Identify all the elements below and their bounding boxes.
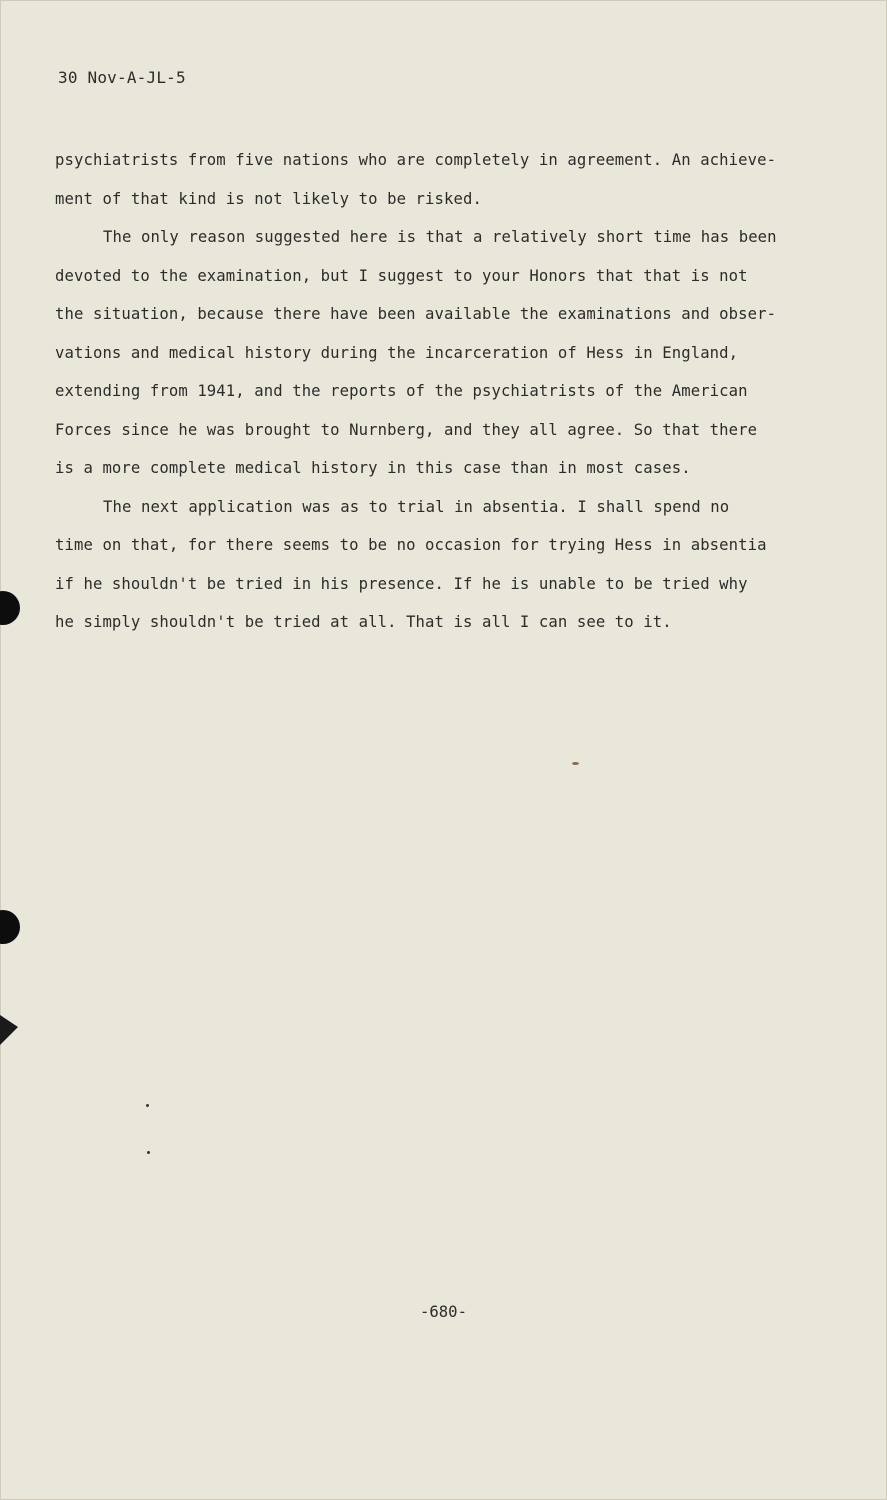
text-line: the situation, because there have been available the examinations and obser- xyxy=(55,305,777,323)
text-line: The only reason suggested here is that a relatively short time has been xyxy=(103,228,777,246)
text-line: Forces since he was brought to Nurnberg, and they all agree. So that there xyxy=(55,420,758,439)
punch-hole xyxy=(0,591,20,625)
text-line: The next application was as to trial in absentia. I shall spend no xyxy=(103,497,730,516)
text-line: if he shouldn't be tried in his presence. If he is unable to be tried why xyxy=(55,574,748,593)
text-line: psychiatrists from five nations who are completely in agreement. An achieve- xyxy=(55,151,777,169)
speck xyxy=(572,762,579,765)
edge-mark xyxy=(0,1015,18,1045)
punch-hole xyxy=(0,910,20,944)
page-number: -680- xyxy=(420,1303,467,1321)
speck xyxy=(147,1151,150,1154)
document-body xyxy=(55,141,805,642)
text-line: is a more complete medical history in this case than in most cases. xyxy=(55,459,691,477)
text-line: devoted to the examination, but I suggest to your Honors that that is not xyxy=(55,266,748,285)
text-line: ment of that kind is not likely to be risked. xyxy=(55,189,482,208)
speck xyxy=(146,1104,149,1107)
text-line: vations and medical history during the incarceration of Hess in England, xyxy=(55,343,739,362)
text-line: time on that, for there seems to be no occasion for trying Hess in absentia xyxy=(55,536,767,554)
document-header: 30 Nov-A-JL-5 xyxy=(58,68,186,87)
text-line: he simply shouldn't be tried at all. That is all I can see to it. xyxy=(55,613,672,631)
text-line: extending from 1941, and the reports of the psychiatrists of the American xyxy=(55,382,748,400)
